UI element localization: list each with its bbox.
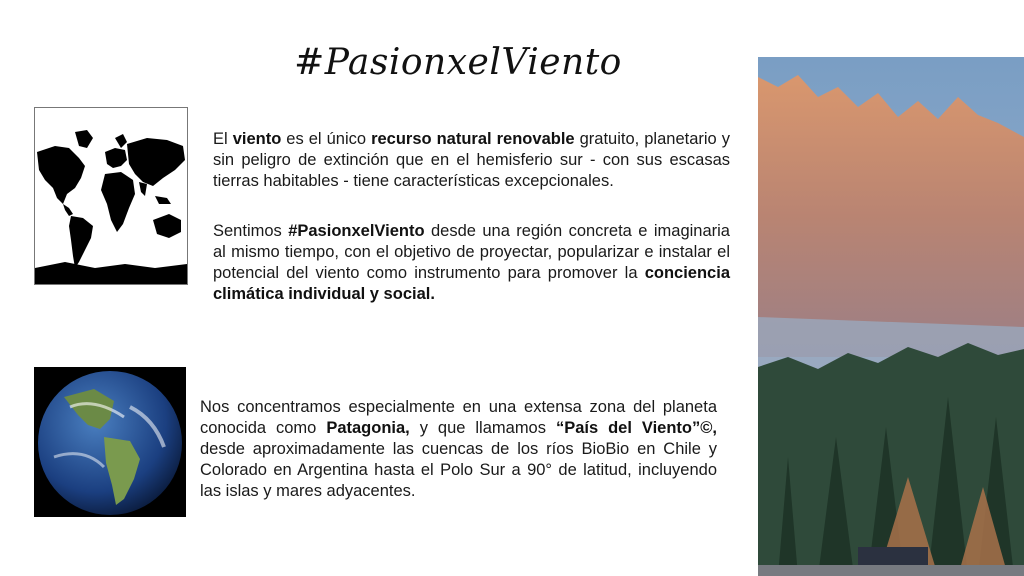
globe-icon [34,367,186,517]
world-map-icon [35,108,187,284]
world-map-image [34,107,188,285]
mission-paragraph: Sentimos #PasionxelViento desde una región concreta e imaginaria al mismo tiempo, con el objetivo de proyectar, popularizar e instalar el potencial del viento como instrumento para promover la conciencia climática individual y social. [213,221,730,303]
patagonia-photo [758,57,1024,576]
intro-paragraph: El viento es el único recurso natural renovable gratuito, planetario y sin peligro de extinción que en el hemisferio sur - con sus escasas tierras habitables - tiene características excepcionales. [213,129,730,190]
earth-globe-image [34,367,186,517]
landscape-photo-icon [758,57,1024,576]
patagonia-paragraph: Nos concentramos especialmente en una extensa zona del planeta conocida como Patagonia, y que llamamos “País del Viento”©, desde aproximadamente las cuencas de los ríos BioBio en Chile y Colorado en Argentina hasta el Polo Sur a 90° de latitud, incluyendo las islas y mares adyacentes. [200,397,717,500]
page-title: #PasionxelViento [294,42,622,83]
